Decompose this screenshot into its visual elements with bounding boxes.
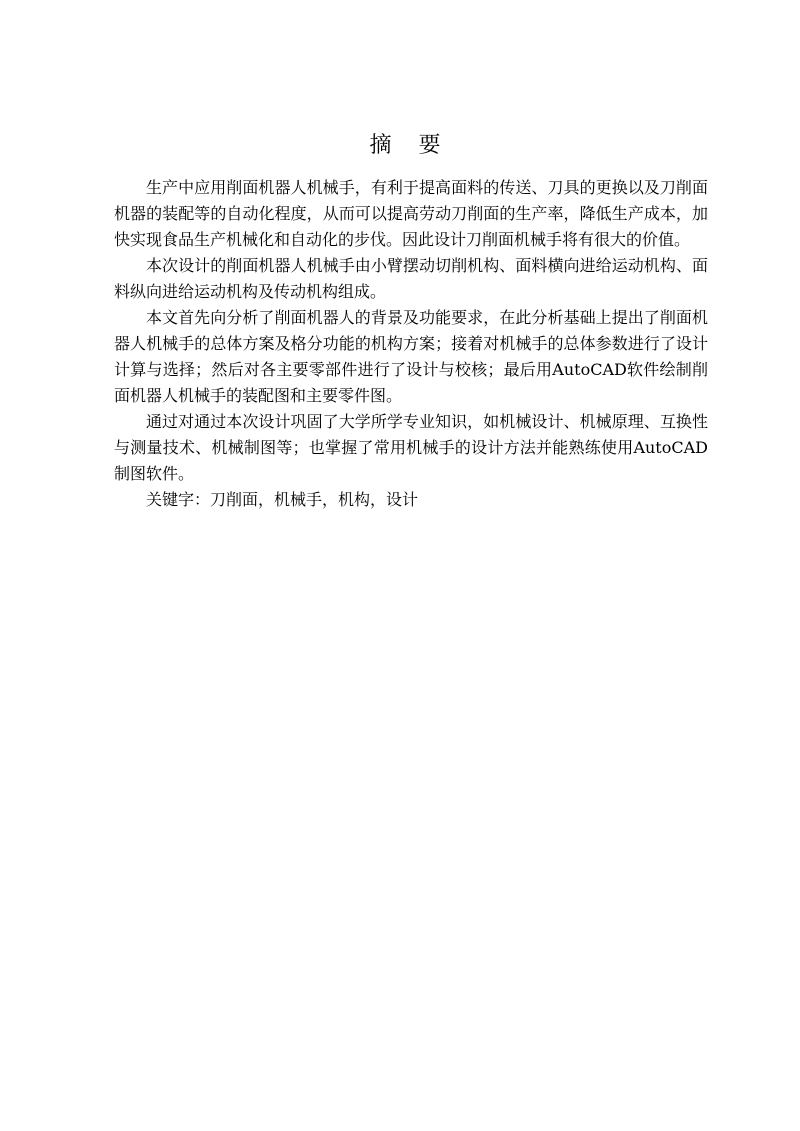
- abstract-title: 摘 要: [369, 133, 451, 158]
- abstract-paragraph-4: 通过对通过本次设计巩固了大学所学专业知识，如机械设计、机械原理、互换性与测量技术、机械制图等；也掌握了常用机械手的设计方法并能熟练使用AutoCAD制图软件。: [114, 412, 708, 483]
- abstract-paragraph-1: 生产中应用削面机器人机械手，有利于提高面料的传送、刀具的更换以及刀削面机器的装配等的自动化程度，从而可以提高劳动刀削面的生产率，降低生产成本，加快实现食品生产机械化和自动化的步伐。因此设计刀削面机械手将有很大的价值。: [114, 178, 708, 249]
- abstract-body: [114, 175, 708, 513]
- abstract-paragraph-3: 本文首先向分析了削面机器人的背景及功能要求，在此分析基础上提出了削面机器人机械手的总体方案及格分功能的机构方案；接着对机械手的总体参数进行了设计计算与选择；然后对各主要零部件进行了设计与校核；最后用AutoCAD软件绘制削面机器人机械手的装配图和主要零件图。: [114, 308, 708, 405]
- keywords-line: 关键字：刀削面，机械手，机构，设计: [146, 490, 419, 509]
- abstract-paragraph-2: 本次设计的削面机器人机械手由小臂摆动切削机构、面料横向进给运动机构、面料纵向进给运动机构及传动机构组成。: [114, 256, 708, 301]
